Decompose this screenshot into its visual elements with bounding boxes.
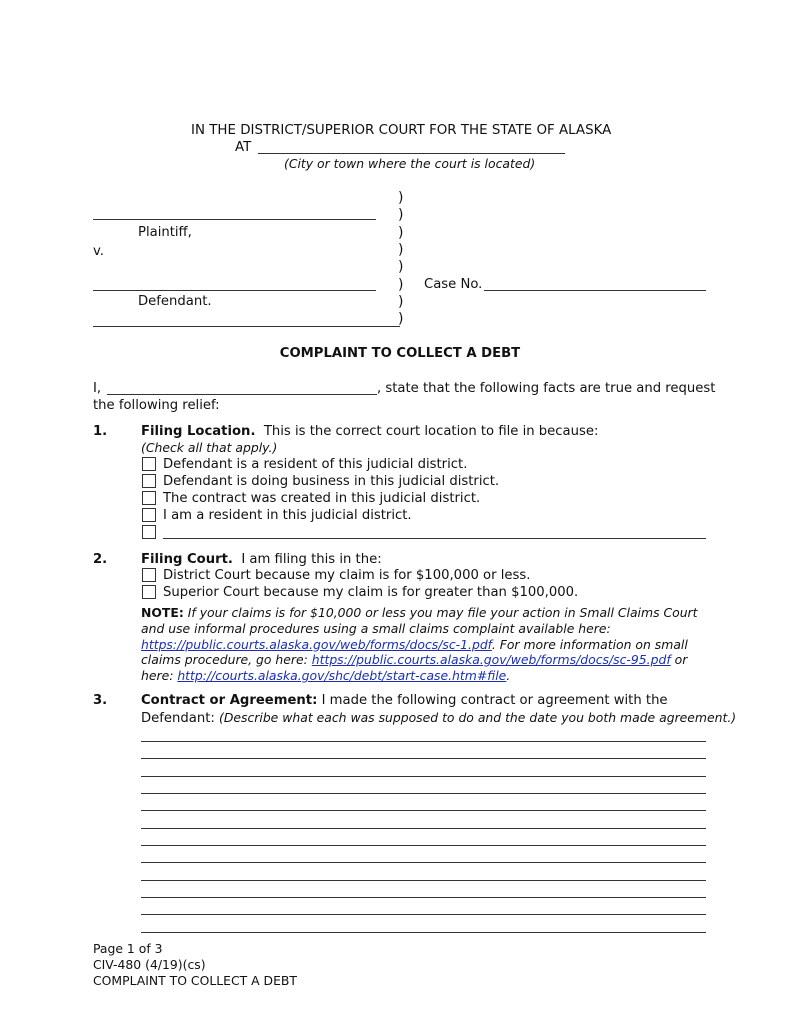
option-label: Superior Court because my claim is for greater than $100,000. (163, 585, 579, 600)
case-number-field[interactable] (484, 290, 706, 291)
section-text: I made the following contract or agreement with the (321, 693, 668, 708)
checkbox-other-reason[interactable] (142, 525, 156, 539)
checkbox-plaintiff-resident[interactable] (142, 508, 156, 522)
section-number: 3. (93, 693, 108, 708)
court-location-hint: (City or town where the court is located) (284, 156, 536, 171)
section-number: 1. (93, 424, 108, 439)
section-text: This is the correct court location to file in because: (263, 424, 599, 439)
contract-answer-line[interactable] (141, 758, 706, 759)
form-id: CIV-480 (4/19)(cs) (93, 957, 206, 972)
contract-answer-line[interactable] (141, 845, 706, 846)
contract-answer-line[interactable] (141, 897, 706, 898)
caption-paren: ) (398, 311, 404, 327)
intro-suffix: , state that the following facts are true and request (377, 381, 716, 396)
contract-answer-line[interactable] (141, 932, 706, 933)
contract-answer-line[interactable] (141, 862, 706, 863)
note-text: . For more information on small claims procedure, go here: (141, 636, 688, 668)
contract-answer-line[interactable] (141, 914, 706, 915)
caption-paren: ) (398, 294, 404, 310)
section-heading: Filing Location. (141, 424, 256, 439)
caption-paren: ) (398, 190, 404, 206)
note-text: . (506, 668, 511, 684)
caption-paren: ) (398, 225, 404, 241)
section-text: I am filing this in the: (241, 552, 382, 567)
sc-95-form-link[interactable]: https://public.courts.alaska.gov/web/forms/docs/sc-95.pdf (311, 652, 671, 668)
contract-answer-line[interactable] (141, 810, 706, 811)
caption-paren: ) (398, 242, 404, 258)
contract-answer-line[interactable] (141, 828, 706, 829)
case-number-label: Case No. (424, 277, 483, 292)
plaintiff-name-field[interactable] (93, 219, 376, 220)
caption-paren: ) (398, 259, 404, 275)
contract-answer-line[interactable] (141, 776, 706, 777)
checkbox-defendant-business[interactable] (142, 474, 156, 488)
contract-answer-line[interactable] (141, 880, 706, 881)
court-location-field[interactable] (258, 153, 565, 154)
checkbox-contract-created[interactable] (142, 491, 156, 505)
defendant-name-field[interactable] (93, 290, 376, 291)
section-heading: Filing Court. (141, 552, 233, 567)
court-title: IN THE DISTRICT/SUPERIOR COURT FOR THE STATE OF ALASKA (191, 123, 612, 138)
caption-paren: ) (398, 277, 404, 293)
contract-answer-line[interactable] (141, 741, 706, 742)
caption-paren: ) (398, 207, 404, 223)
other-reason-field[interactable] (163, 538, 706, 539)
defendant-label: Defendant. (138, 294, 212, 309)
start-case-link[interactable]: http://courts.alaska.gov/shc/debt/start-case.htm#file (177, 668, 507, 684)
page-number: Page 1 of 3 (93, 941, 163, 956)
plaintiff-label: Plaintiff, (138, 225, 192, 240)
checkbox-superior-court[interactable] (142, 585, 156, 599)
note-text: or here: (141, 652, 688, 684)
section-text: Defendant: (141, 711, 215, 726)
option-label: Defendant is a resident of this judicial district. (163, 457, 468, 472)
checkbox-defendant-resident[interactable] (142, 457, 156, 471)
intro-prefix: I, (93, 381, 102, 396)
versus-label: v. (93, 244, 104, 259)
note-text: If your claims is for $10,000 or less you may file your action in Small Claims Court and use informal procedures using a small claims complaint available here: (141, 605, 698, 636)
section-hint: (Describe what each was supposed to do and the date you both made agreement.) (219, 710, 737, 725)
document-title: COMPLAINT TO COLLECT A DEBT (279, 346, 521, 361)
section-number: 2. (93, 552, 108, 567)
section-hint: (Check all that apply.) (141, 440, 278, 455)
option-label: The contract was created in this judicial district. (163, 491, 481, 506)
option-label: Defendant is doing business in this judicial district. (163, 474, 500, 489)
contract-answer-line[interactable] (141, 793, 706, 794)
option-label: I am a resident in this judicial district. (163, 508, 412, 523)
checkbox-district-court[interactable] (142, 568, 156, 582)
sc-1-form-link[interactable]: https://public.courts.alaska.gov/web/forms/docs/sc-1.pdf (141, 636, 492, 652)
form-title: COMPLAINT TO COLLECT A DEBT (93, 973, 297, 988)
note-label: NOTE: (141, 605, 184, 620)
small-claims-note (141, 605, 711, 684)
section-heading: Contract or Agreement: (141, 693, 318, 708)
declarant-name-field[interactable] (107, 394, 377, 395)
intro-line2: the following relief: (93, 398, 220, 413)
caption-bottom-rule (93, 326, 400, 327)
at-label: AT (235, 140, 252, 155)
option-label: District Court because my claim is for $100,000 or less. (163, 568, 531, 583)
